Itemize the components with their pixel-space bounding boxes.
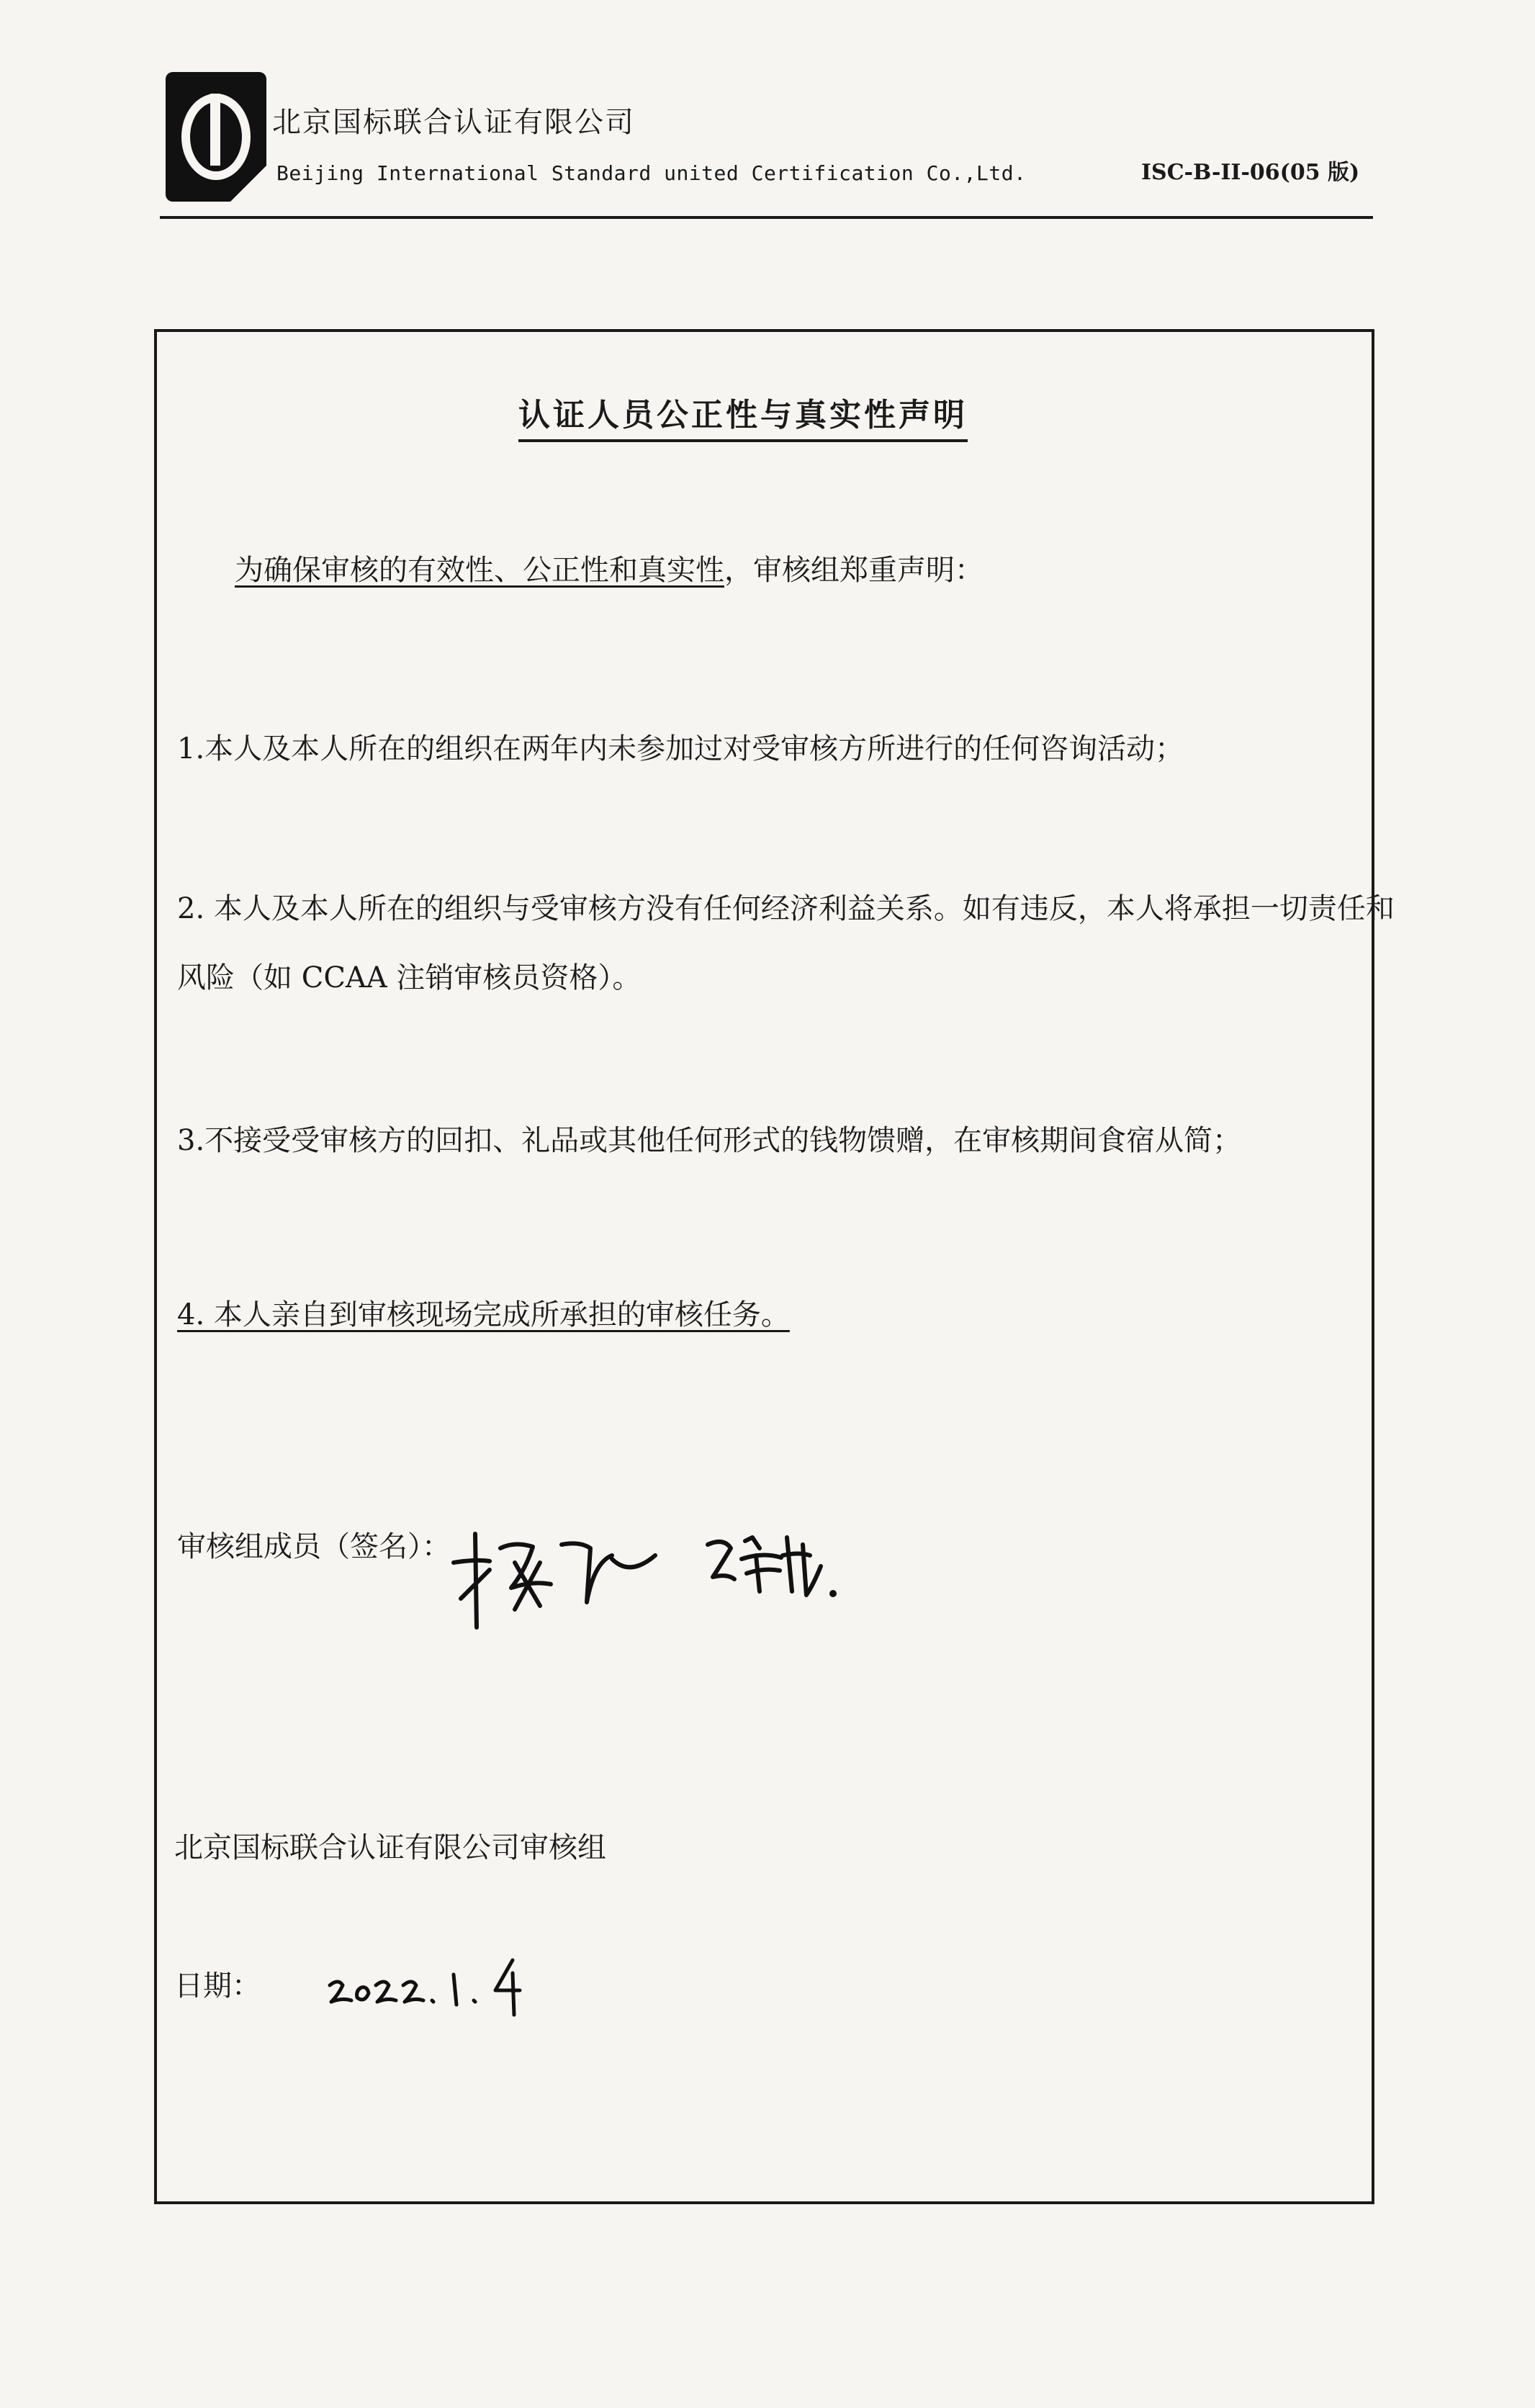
- declaration-title: 认证人员公正性与真实性声明: [518, 389, 968, 442]
- company-name-cn: 北京国标联合认证有限公司: [272, 106, 635, 139]
- form-code: ISC-B-II-06(05 版): [1141, 160, 1360, 185]
- audit-team-organization: 北京国标联合认证有限公司审核组: [174, 1831, 606, 1864]
- clause-2-line-2: 风险（如 CCAA 注销审核员资格）。: [177, 961, 642, 994]
- clause-4: 4. 本人亲自到审核现场完成所承担的审核任务。: [177, 1298, 790, 1331]
- clause-3: 3.不接受受审核方的回扣、礼品或其他任何形式的钱物馈赠，在审核期间食宿从简；: [177, 1124, 1242, 1157]
- company-name-en: Beijing International Standard united Certification Co.,Ltd.: [276, 161, 1027, 185]
- signature-1: [446, 1519, 662, 1642]
- intro-rest: ，审核组郑重声明：: [724, 554, 983, 587]
- signature-label: 审核组成员（签名）：: [177, 1530, 451, 1563]
- clause-1: 1.本人及本人所在的组织在两年内未参加过对受审核方所进行的任何咨询活动；: [177, 732, 1184, 765]
- handwritten-date: [324, 1953, 540, 2018]
- intro-statement: [235, 556, 983, 585]
- company-logo: [166, 72, 266, 202]
- clause-2-line-1: 2. 本人及本人所在的组织与受审核方没有任何经济利益关系。如有违反，本人将承担一切责任和: [177, 892, 1395, 925]
- date-label: 日期：: [174, 1969, 261, 2003]
- intro-underlined: 为确保审核的有效性、公正性和真实性: [235, 554, 724, 587]
- signature-2: [702, 1523, 846, 1609]
- declaration-box: [154, 329, 1374, 2204]
- header-divider: [160, 216, 1373, 219]
